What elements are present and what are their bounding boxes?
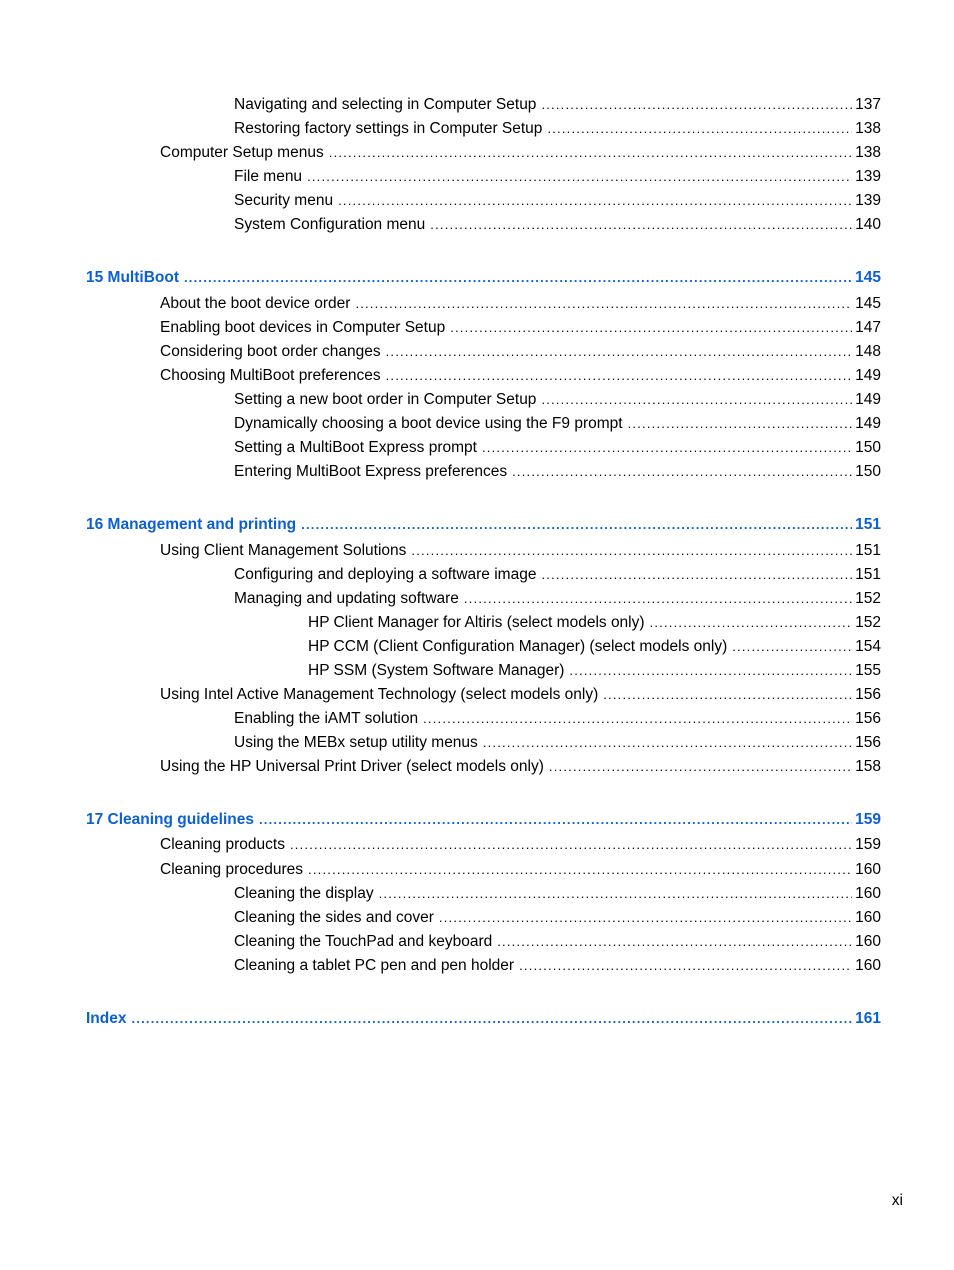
- dot-leader: [497, 933, 852, 951]
- toc-entry-page: 149: [855, 367, 881, 384]
- dot-leader: [423, 710, 852, 728]
- toc-entry-page: 150: [855, 463, 881, 480]
- toc-chapter-page: 161: [855, 1010, 881, 1027]
- dot-leader: [290, 836, 852, 854]
- toc-entry-page: 160: [855, 885, 881, 902]
- toc-entry-page: 152: [855, 614, 881, 631]
- toc-entry-label: Using the MEBx setup utility menus: [234, 734, 478, 751]
- dot-leader: [338, 192, 852, 210]
- toc-entry-label: Setting a new boot order in Computer Setup: [234, 391, 537, 408]
- dot-leader: [386, 367, 853, 385]
- toc-entry[interactable]: [234, 463, 881, 481]
- toc-entry[interactable]: [234, 933, 881, 951]
- dot-leader: [547, 120, 852, 138]
- dot-leader: [464, 590, 852, 608]
- toc-entry-page: 156: [855, 710, 881, 727]
- toc-entry-label: Cleaning a tablet PC pen and pen holder: [234, 957, 515, 974]
- toc-entry[interactable]: [160, 144, 881, 162]
- toc-entry[interactable]: [160, 295, 881, 313]
- toc-entry-label: HP CCM (Client Configuration Manager) (select models only): [308, 638, 728, 655]
- toc-entry-page: 155: [855, 662, 881, 679]
- toc-entry[interactable]: [160, 758, 881, 776]
- toc-entry[interactable]: [160, 319, 881, 337]
- toc-entry-label: Configuring and deploying a software image: [234, 566, 537, 583]
- toc-entry[interactable]: [308, 662, 881, 680]
- toc-entry[interactable]: [234, 391, 881, 409]
- dot-leader: [650, 614, 853, 632]
- toc-entry-label: About the boot device order: [160, 295, 351, 312]
- toc-entry-page: 151: [855, 566, 881, 583]
- toc-entry-label: Managing and updating software: [234, 590, 459, 607]
- toc-entry-label: Dynamically choosing a boot device using the F9 prompt: [234, 415, 623, 432]
- toc-chapter-label: 17 Cleaning guidelines: [86, 811, 254, 828]
- toc-entry[interactable]: [234, 590, 881, 608]
- toc-entry-page: 145: [855, 295, 881, 312]
- toc-entry-label: Cleaning products: [160, 836, 285, 853]
- dot-leader: [411, 542, 852, 560]
- dot-leader: [569, 662, 852, 680]
- toc-chapter-page: 151: [855, 516, 881, 533]
- toc-entry-label: HP SSM (System Software Manager): [308, 662, 565, 679]
- dot-leader: [131, 1010, 852, 1028]
- toc-entry-label: System Configuration menu: [234, 216, 426, 233]
- toc-chapter-page: 159: [855, 811, 881, 828]
- toc-entry[interactable]: [160, 861, 881, 879]
- toc-entry[interactable]: [234, 96, 881, 114]
- dot-leader: [482, 439, 852, 457]
- toc-entry-page: 156: [855, 686, 881, 703]
- toc-entry-page: 154: [855, 638, 881, 655]
- toc-entry-page: 160: [855, 957, 881, 974]
- toc-entry[interactable]: [234, 957, 881, 975]
- toc-entry-page: 156: [855, 734, 881, 751]
- toc-entry[interactable]: [234, 734, 881, 752]
- dot-leader: [483, 734, 852, 752]
- page-number: xi: [891, 1192, 903, 1209]
- toc-entry-page: 160: [855, 933, 881, 950]
- dot-leader: [329, 144, 852, 162]
- toc-entry-label: Using Intel Active Management Technology (select models only): [160, 686, 599, 703]
- toc-entry-label: Using Client Management Solutions: [160, 542, 407, 559]
- toc-entry-label: Setting a MultiBoot Express prompt: [234, 439, 477, 456]
- toc-entry[interactable]: [234, 120, 881, 138]
- dot-leader: [628, 415, 853, 433]
- toc-entry-page: 138: [855, 144, 881, 161]
- dot-leader: [184, 269, 852, 287]
- toc-entry[interactable]: [160, 836, 881, 854]
- toc-entry-label: Restoring factory settings in Computer Setup: [234, 120, 543, 137]
- toc-entry-page: 158: [855, 758, 881, 775]
- dot-leader: [355, 295, 852, 313]
- dot-leader: [307, 168, 852, 186]
- toc-entry-label: Using the HP Universal Print Driver (select models only): [160, 758, 544, 775]
- toc-entry-page: 152: [855, 590, 881, 607]
- dot-leader: [541, 96, 852, 114]
- toc-entry-page: 137: [855, 96, 881, 113]
- toc-chapter-label: Index: [86, 1010, 127, 1027]
- toc-entry-page: 151: [855, 542, 881, 559]
- dot-leader: [732, 638, 852, 656]
- toc-entry[interactable]: [308, 638, 881, 656]
- toc-chapter-page: 145: [855, 269, 881, 286]
- dot-leader: [603, 686, 852, 704]
- dot-leader: [512, 463, 852, 481]
- toc-entry-label: Choosing MultiBoot preferences: [160, 367, 381, 384]
- toc-entry-label: Cleaning the TouchPad and keyboard: [234, 933, 493, 950]
- dot-leader: [439, 909, 852, 927]
- dot-leader: [541, 391, 852, 409]
- dot-leader: [450, 319, 852, 337]
- toc-entry-label: HP Client Manager for Altiris (select models only): [308, 614, 645, 631]
- toc-entry-label: Computer Setup menus: [160, 144, 324, 161]
- toc-entry[interactable]: [234, 216, 881, 234]
- dot-leader: [308, 861, 852, 879]
- dot-leader: [541, 566, 852, 584]
- dot-leader: [519, 957, 852, 975]
- toc-index-link[interactable]: [86, 1010, 881, 1028]
- toc-entry-label: Enabling the iAMT solution: [234, 710, 419, 727]
- dot-leader: [386, 343, 853, 361]
- dot-leader: [379, 885, 853, 903]
- toc-entry-label: Enabling boot devices in Computer Setup: [160, 319, 446, 336]
- toc-entry-page: 140: [855, 216, 881, 233]
- toc-entry[interactable]: [160, 542, 881, 560]
- toc-entry-label: Considering boot order changes: [160, 343, 381, 360]
- toc-chapter-link[interactable]: [86, 516, 881, 534]
- toc-chapter-link[interactable]: [86, 811, 881, 829]
- dot-leader: [259, 811, 852, 829]
- toc-entry[interactable]: [308, 614, 881, 632]
- toc-entry-label: Cleaning the sides and cover: [234, 909, 434, 926]
- dot-leader: [301, 516, 852, 534]
- toc-entry-page: 139: [855, 168, 881, 185]
- toc-chapter-link[interactable]: [86, 269, 881, 287]
- toc-entry[interactable]: [160, 367, 881, 385]
- toc-chapter-label: 16 Management and printing: [86, 516, 297, 533]
- toc-entry-page: 149: [855, 391, 881, 408]
- dot-leader: [549, 758, 852, 776]
- dot-leader: [430, 216, 852, 234]
- toc-entry[interactable]: [234, 885, 881, 903]
- toc-entry[interactable]: [160, 343, 881, 361]
- toc-entry-label: File menu: [234, 168, 303, 185]
- toc-entry-page: 138: [855, 120, 881, 137]
- toc-entry-label: Entering MultiBoot Express preferences: [234, 463, 508, 480]
- toc-entry[interactable]: [234, 168, 881, 186]
- toc-entry-label: Navigating and selecting in Computer Setup: [234, 96, 537, 113]
- toc-entry-page: 159: [855, 836, 881, 853]
- toc-entry[interactable]: [160, 686, 881, 704]
- toc-entry[interactable]: [234, 710, 881, 728]
- toc-entry-page: 160: [855, 909, 881, 926]
- toc-chapter-label: 15 MultiBoot: [86, 269, 179, 286]
- toc-entry-page: 150: [855, 439, 881, 456]
- toc-entry-page: 149: [855, 415, 881, 432]
- toc-entry-page: 148: [855, 343, 881, 360]
- toc-entry[interactable]: [234, 909, 881, 927]
- toc-entry[interactable]: [234, 192, 881, 210]
- toc-entry-label: Cleaning the display: [234, 885, 374, 902]
- toc-entry-label: Security menu: [234, 192, 334, 209]
- toc-entry[interactable]: [234, 415, 881, 433]
- toc-entry-page: 160: [855, 861, 881, 878]
- toc-entry[interactable]: [234, 566, 881, 584]
- toc-entry-page: 147: [855, 319, 881, 336]
- toc-entry-label: Cleaning procedures: [160, 861, 304, 878]
- toc-entry[interactable]: [234, 439, 881, 457]
- toc-entry-page: 139: [855, 192, 881, 209]
